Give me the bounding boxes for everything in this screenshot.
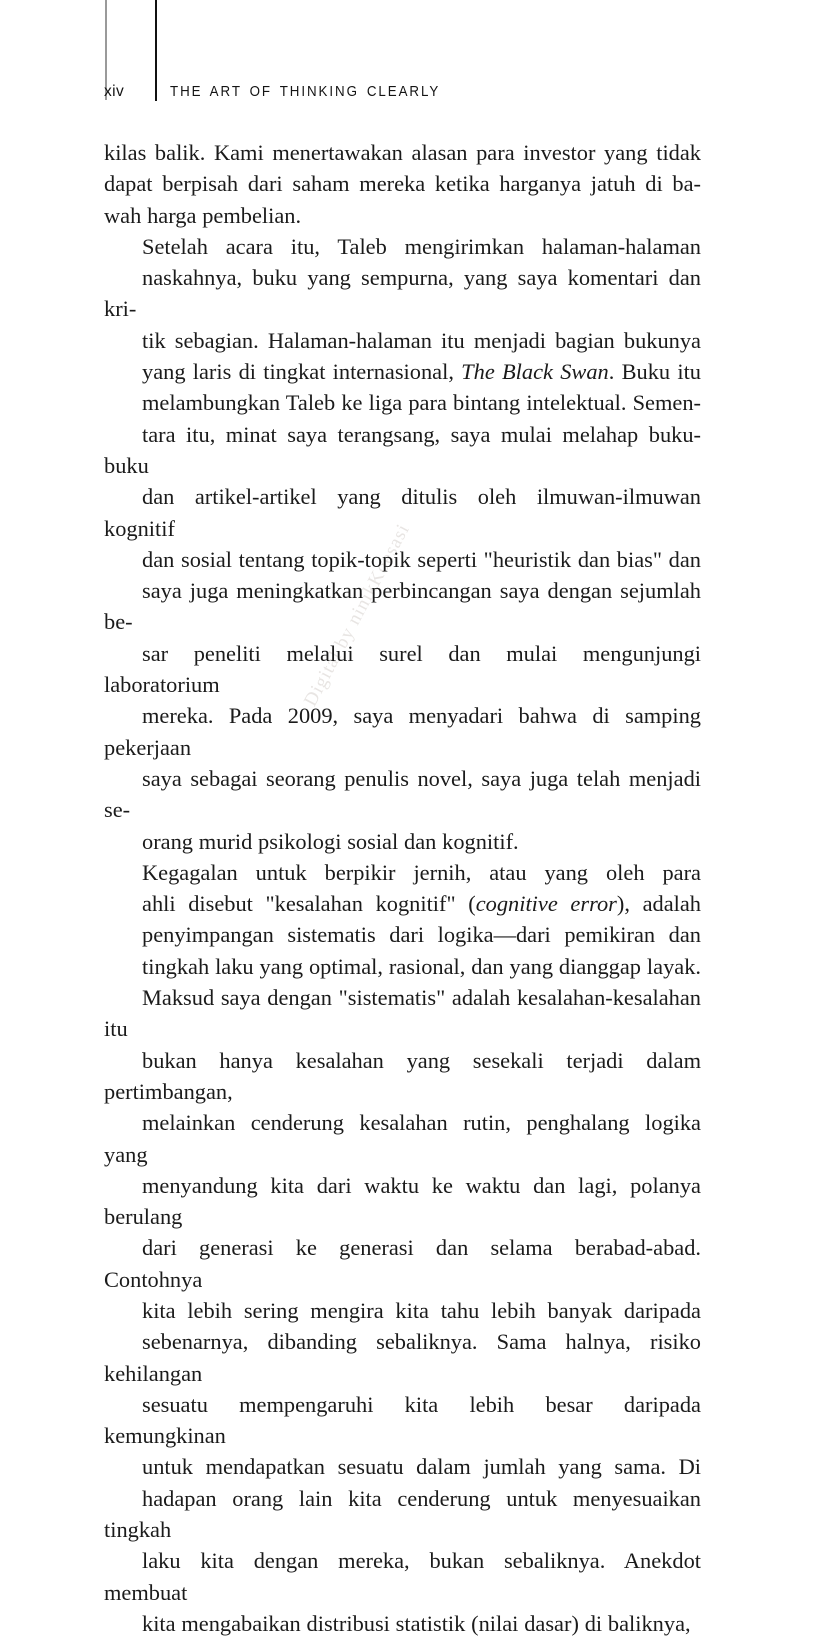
text-line: dari generasi ke generasi dan selama berabad-abad. Contohnya [104,1235,707,1292]
text-line: wah harga pembelian. [104,202,302,228]
text-line: melainkan cenderung kesalahan rutin, penghalang logika yang [104,1110,707,1167]
text-line: dan sosial tentang topik-topik seperti "heuristik dan bias" dan [142,546,701,572]
page-number: xiv [104,83,125,100]
text-line: kita mengabaikan distribusi statistik (nilai dasar) di baliknya, [142,1610,691,1636]
text-line: sesuatu mempengaruhi kita lebih besar daripada kemungkinan [104,1391,707,1449]
text-line: yang laris di tingkat internasional, The Black Swan. Buku itu [142,359,701,385]
text-line: dan artikel-artikel yang ditulis oleh ilmuwan-ilmuwan kognitif [104,484,707,541]
paragraph [104,231,707,857]
paragraph [104,137,701,231]
text-line: penyimpangan sistematis dari logika—dari pemikiran dan [142,922,701,948]
text-line: untuk mendapatkan sesuatu dalam jumlah yang sama. Di [142,1454,701,1480]
text-line: sar peneliti melalui surel dan mulai mengunjungi laboratorium [104,640,707,698]
text-line: tingkah laku yang optimal, rasional, dan yang dianggap layak. [142,953,701,979]
text-line: hadapan orang lain kita cenderung untuk menyesuaikan tingkah [104,1485,707,1543]
text-line: sebenarnya, dibanding sebaliknya. Sama halnya, risiko kehilangan [104,1329,707,1386]
text-line: tik sebagian. Halaman-halaman itu menjadi bagian bukunya [142,327,701,353]
italic-phrase: The Black Swan [461,359,609,385]
text-line: Kegagalan untuk berpikir jernih, atau yang oleh para [142,859,701,885]
text-line: kita lebih sering mengira kita tahu lebih banyak daripada [142,1297,701,1323]
paragraph [104,857,707,1639]
text-line: saya sebagai seorang penulis novel, saya juga telah menjadi se- [104,765,707,823]
italic-phrase: cognitive error [475,891,617,917]
text-line: saya juga meningkatkan perbincangan saya dengan sejumlah be- [104,578,707,635]
text-line: kilas balik. Kami menertawakan alasan para investor yang tidak [104,140,701,165]
book-title: THE ART OF THINKING CLEARLY [170,84,441,100]
text-line: menyandung kita dari waktu ke waktu dan lagi, polanya berulang [104,1172,707,1230]
text-line: naskahnya, buku yang sempurna, yang saya komentari dan kri- [104,265,707,322]
text-line: melambungkan Taleb ke liga para bintang intelektual. Semen- [142,390,701,416]
watermark-text: Digital by ninikKoesasi [300,520,415,710]
text-line: tara itu, minat saya terangsang, saya mulai melahap buku-buku [104,421,701,478]
text-line: bukan hanya kesalahan yang sesekali terjadi dalam pertimbangan, [104,1047,707,1104]
text-line: Maksud saya dengan "sistematis" adalah kesalahan-kesalahan itu [104,985,707,1042]
text-line: orang murid psikologi sosial dan kognitif. [142,828,519,854]
body-text [104,137,707,1639]
text-line: ahli disebut "kesalahan kognitif" (cognitive error), adalah [142,891,701,917]
running-head [104,81,724,103]
text-line: laku kita dengan mereka, bukan sebaliknya. Anekdot membuat [104,1548,707,1605]
text-line: dapat berpisah dari saham mereka ketika harganya jatuh di ba- [104,171,701,197]
text-line: mereka. Pada 2009, saya menyadari bahwa di samping pekerjaan [104,703,707,760]
text-line: Setelah acara itu, Taleb mengirimkan halaman-halaman [142,233,701,259]
